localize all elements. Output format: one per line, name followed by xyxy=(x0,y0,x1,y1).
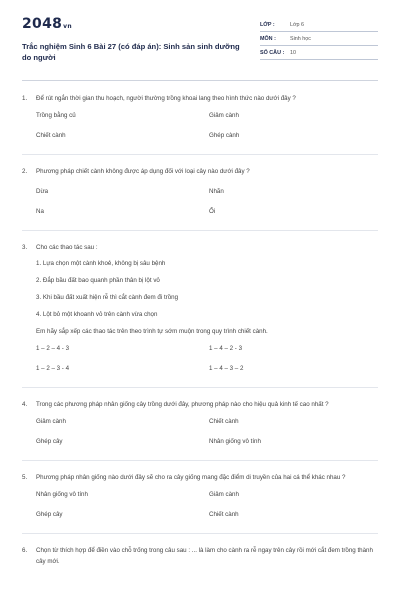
question-line xyxy=(22,472,378,483)
question-number: 5. xyxy=(22,474,28,481)
answer-option[interactable]: Giâm cành xyxy=(209,112,239,119)
question-4 xyxy=(22,399,378,456)
question-line xyxy=(22,166,378,177)
header-divider xyxy=(22,80,378,81)
answer-option[interactable]: 1 – 2 – 4 - 3 xyxy=(36,345,70,352)
question-line xyxy=(22,545,378,567)
answer-options xyxy=(22,186,378,226)
step-item: 1. Lựa chọn một cành khoẻ, không bị sâu bệnh xyxy=(36,260,166,267)
answer-option[interactable]: Nhân giống vô tính xyxy=(36,491,88,498)
answer-options xyxy=(22,343,378,383)
question-3 xyxy=(22,242,378,383)
answer-option[interactable]: Giâm cành xyxy=(209,491,239,498)
meta-key: LỚP : xyxy=(260,21,275,28)
answer-option[interactable]: Dừa xyxy=(36,188,49,195)
question-number: 2. xyxy=(22,168,28,175)
answer-options xyxy=(22,489,378,529)
question-text: Chọn từ thích hợp để điền vào chỗ trống trong câu sau : ... là làm cho cành ra rễ ngay trên cây rồi mới cắt đem trồng thành cây mới. xyxy=(36,547,373,565)
question-2 xyxy=(22,166,378,226)
question-text: Cho các thao tác sau : xyxy=(36,244,98,251)
answer-option[interactable]: Ghép cây xyxy=(36,438,63,445)
meta-table xyxy=(260,18,378,70)
question-separator xyxy=(22,154,378,155)
question-text: Phương pháp nhân giống nào dưới đây sẽ cho ra cây giống mang đặc điểm di truyền của hai cá thể khác nhau ? xyxy=(36,474,346,481)
question-line xyxy=(22,242,378,253)
question-1 xyxy=(22,93,378,150)
meta-key: MÔN : xyxy=(260,35,276,42)
answer-options xyxy=(22,416,378,456)
question-6 xyxy=(22,545,378,567)
answer-option[interactable]: Na xyxy=(36,208,44,215)
answer-options xyxy=(22,110,378,150)
answer-option[interactable]: Chiết cành xyxy=(209,418,239,425)
meta-row-grade xyxy=(260,18,378,32)
step-item: 2. Đắp bầu đất bao quanh phần thân bị lột vỏ xyxy=(36,277,160,284)
answer-option[interactable]: Ghép cành xyxy=(209,132,240,139)
question-separator xyxy=(22,533,378,534)
brand-block xyxy=(22,16,247,70)
logo-text: 2048 xyxy=(22,16,63,32)
step-item: 3. Khi bầu đất xuất hiện rễ thì cắt cành đem đi trồng xyxy=(36,294,179,301)
answer-option[interactable]: 1 – 2 – 3 - 4 xyxy=(36,365,70,372)
question-text: Trong các phương pháp nhân giống cây trồng dưới đây, phương pháp nào cho hiệu quả kinh tế cao nhất ? xyxy=(36,401,329,408)
answer-option[interactable]: Nhân giống vô tính xyxy=(209,438,261,445)
question-separator xyxy=(22,460,378,461)
answer-option[interactable]: 1 – 4 – 3 – 2 xyxy=(209,365,244,372)
question-number: 1. xyxy=(22,95,28,102)
answer-option[interactable]: Trồng bằng củ xyxy=(36,112,76,119)
step-item: 4. Lột bỏ một khoanh vỏ trên cành vừa chọn xyxy=(36,311,158,318)
question-text: Để rút ngắn thời gian thu hoạch, người thường trồng khoai lang theo hình thức nào dưới đây ? xyxy=(36,95,296,102)
question-separator xyxy=(22,387,378,388)
answer-option[interactable]: Nhãn xyxy=(209,188,224,195)
meta-row-count xyxy=(260,46,378,60)
meta-value: 10 xyxy=(290,49,296,56)
meta-row-subject xyxy=(260,32,378,46)
question-separator xyxy=(22,230,378,231)
question-number: 3. xyxy=(22,244,28,251)
question-number: 4. xyxy=(22,401,28,408)
meta-key: SỐ CÂU : xyxy=(260,49,285,56)
meta-value: Sinh học xyxy=(290,35,311,42)
question-5 xyxy=(22,472,378,529)
answer-option[interactable]: 1 – 4 – 2 - 3 xyxy=(209,345,243,352)
question-line xyxy=(22,93,378,104)
question-text: Phương pháp chiết cành không được áp dụng đối với loại cây nào dưới đây ? xyxy=(36,168,250,175)
question-number: 6. xyxy=(22,547,28,554)
answer-option[interactable]: Chiết cành xyxy=(36,132,66,139)
logo-suffix: vn xyxy=(63,23,72,30)
answer-option[interactable]: Giâm cành xyxy=(36,418,66,425)
meta-value: Lớp 6 xyxy=(290,21,305,28)
answer-option[interactable]: Ghép cây xyxy=(36,511,63,518)
page-header xyxy=(22,16,378,70)
step-list xyxy=(22,258,378,326)
document-title: Trắc nghiệm Sinh 6 Bài 27 (có đáp án): Sinh sản sinh dưỡng do người xyxy=(22,42,240,62)
answer-option[interactable]: Chiết cành xyxy=(209,511,239,518)
question-line xyxy=(22,399,378,410)
site-logo[interactable] xyxy=(22,16,247,35)
question-prompt: Em hãy sắp xếp các thao tác trên theo trình tự sớm muộn trong quy trình chiết cành. xyxy=(36,328,268,335)
answer-option[interactable]: Ổi xyxy=(209,208,216,215)
